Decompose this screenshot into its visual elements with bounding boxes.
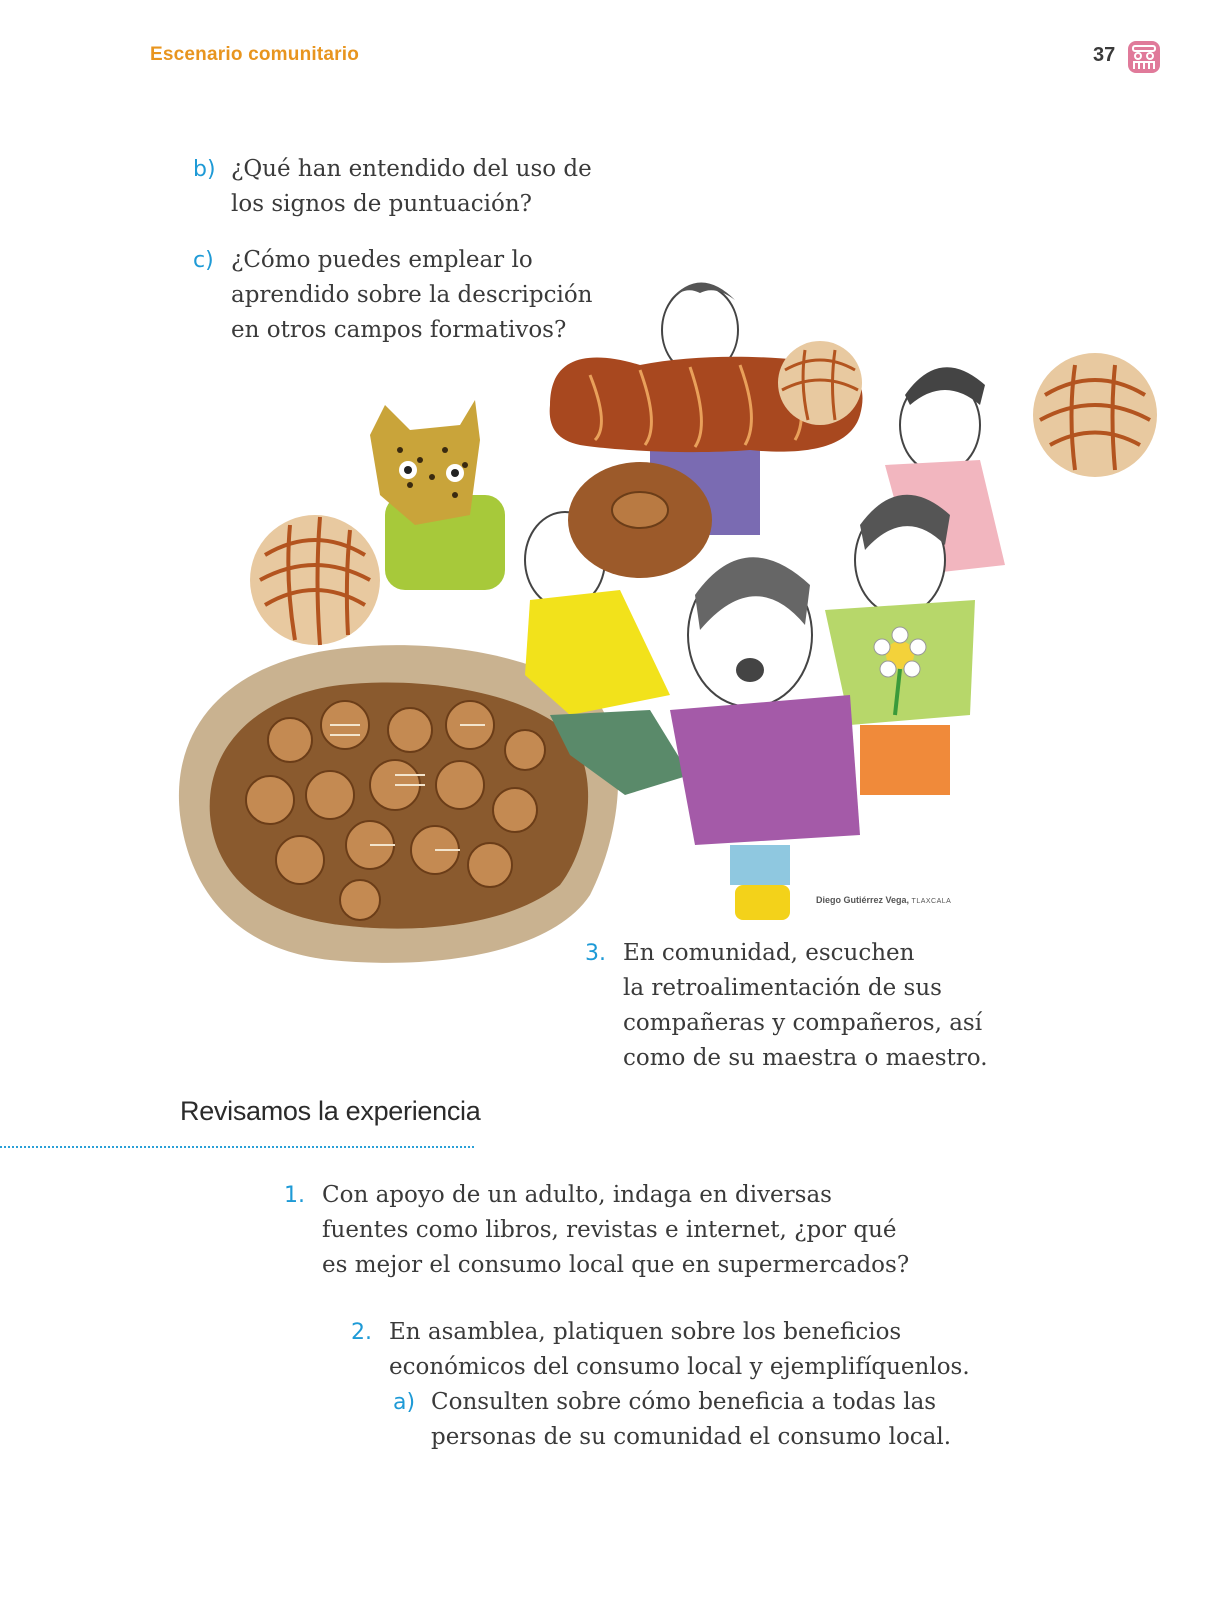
list-marker: a) (393, 1390, 416, 1415)
section-item-1 (284, 1178, 909, 1283)
text-line: personas de su comunidad el consumo local. (431, 1424, 952, 1450)
text-line: en otros campos formativos? (231, 317, 567, 343)
text-line: ¿Qué han entendido del uso de (231, 156, 592, 182)
text-line: Con apoyo de un adulto, indaga en diversas (322, 1182, 832, 1208)
round-bread-image (568, 462, 712, 578)
text-line: compañeras y compañeros, así (623, 1010, 983, 1036)
list-marker: 2. (351, 1320, 372, 1345)
section-heading: Revisamos la experiencia (180, 1096, 481, 1126)
question-b (193, 152, 592, 222)
concha-top-image (778, 341, 862, 425)
text-line: ¿Cómo puedes emplear lo (231, 247, 533, 273)
illustration-credit (816, 895, 951, 905)
step-3 (585, 936, 988, 1076)
text-line: como de su maestra o maestro. (623, 1045, 988, 1071)
section-title: Escenario comunitario (150, 44, 360, 65)
text-line: Consulten sobre cómo beneficia a todas las (431, 1389, 937, 1415)
list-marker: c) (193, 248, 214, 273)
text-line: En asamblea, platiquen sobre los beneficios (389, 1319, 902, 1345)
section-divider (0, 1146, 474, 1148)
concha-left-image (250, 515, 380, 645)
concha-right-image (1033, 353, 1157, 477)
list-marker: b) (193, 157, 216, 182)
text-line: fuentes como libros, revistas e internet, ¿por qué (322, 1217, 897, 1243)
text-line: En comunidad, escuchen (623, 940, 915, 966)
text-line: aprendido sobre la descripción (231, 282, 593, 308)
page-glyph-icon (1127, 40, 1161, 74)
page-number: 37 (1093, 44, 1116, 66)
text-line: la retroalimentación de sus (623, 975, 942, 1001)
list-marker: 3. (585, 941, 606, 966)
section-item-2 (351, 1315, 970, 1385)
text-line: los signos de puntuación? (231, 191, 532, 217)
text-line: económicos del consumo local y ejemplifíquenlos. (389, 1354, 970, 1380)
children-bread-illustration (170, 255, 1170, 975)
section-item-2a (393, 1385, 951, 1455)
list-marker: 1. (284, 1183, 305, 1208)
credit-author: Diego Gutiérrez Vega, (816, 895, 910, 905)
text-line: es mejor el consumo local que en supermercados? (322, 1252, 910, 1278)
credit-place: TLAXCALA (911, 898, 952, 905)
jaguar-mask-child (370, 400, 505, 590)
